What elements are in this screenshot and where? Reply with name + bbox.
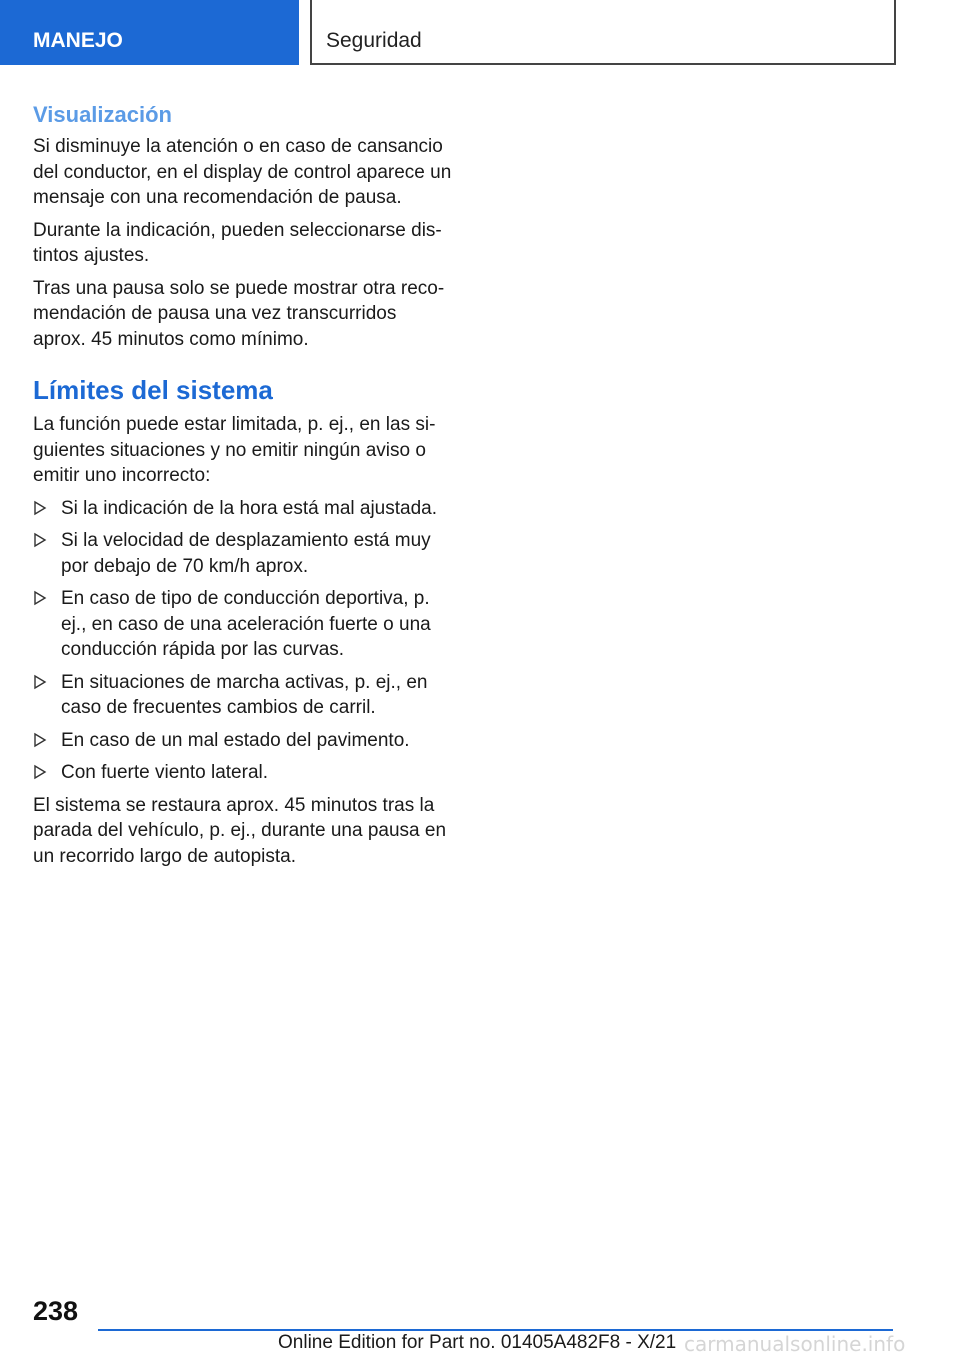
triangle-bullet-icon <box>33 732 47 748</box>
list-item-text: Si la velocidad de desplazamiento está muy por debajo de 70 km/h aprox. <box>61 530 431 577</box>
triangle-bullet-icon <box>33 590 47 606</box>
list-item-text: Si la indicación de la hora está mal ajustada. <box>61 497 438 519</box>
list-item-text: En caso de un mal estado del pavimento. <box>61 729 410 751</box>
section-title: Seguridad <box>310 0 896 65</box>
display-heading: Visualización <box>33 102 172 127</box>
list-item <box>33 528 453 579</box>
watermark: carmanualsonline.info <box>684 1332 906 1356</box>
page-number: 238 <box>33 1296 79 1326</box>
footer-divider <box>98 1329 893 1331</box>
list-item-text: En caso de tipo de conducción deportiva, p. ej., en caso de una aceleración fuerte o una conducción rápida por las curvas. <box>61 588 431 660</box>
list-item <box>33 586 453 663</box>
triangle-bullet-icon <box>33 764 47 780</box>
triangle-bullet-icon <box>33 674 47 690</box>
limits-heading: Límites del sistema <box>33 375 273 405</box>
list-item-text: Con fuerte viento lateral. <box>61 762 269 783</box>
limits-intro: La función puede estar limitada, p. ej., en las si‐ guientes situaciones y no emitir ningún aviso o emitir uno incorrecto: <box>33 414 436 486</box>
chapter-tab: MANEJO <box>0 0 299 65</box>
limits-outro: El sistema se restaura aprox. 45 minutos tras la parada del vehículo, p. ej., durante una pausa en un recorrido largo de autopista. <box>33 794 447 867</box>
page-content <box>33 100 453 876</box>
display-paragraph-2: Durante la indicación, pueden seleccionarse dis‐ tintos ajustes. <box>33 219 442 266</box>
display-paragraph-3: Tras una pausa solo se puede mostrar otra reco‐ mendación de pausa una vez transcurridos aprox. 45 minutos como mínimo. <box>33 277 445 350</box>
list-item <box>33 496 453 522</box>
edition-text: Online Edition for Part no. 01405A482F8 - X/21 <box>278 1332 677 1353</box>
triangle-bullet-icon <box>33 532 47 548</box>
display-paragraph-1: Si disminuye la atención o en caso de cansancio del conductor, en el display de control aparece un mensaje con una recomendación de pausa. <box>33 136 452 208</box>
list-item <box>33 670 453 721</box>
list-item-text: En situaciones de marcha activas, p. ej., en caso de frecuentes cambios de carril. <box>61 671 428 718</box>
limits-list <box>33 496 453 786</box>
list-item <box>33 728 453 754</box>
list-item <box>33 760 453 786</box>
triangle-bullet-icon <box>33 500 47 516</box>
